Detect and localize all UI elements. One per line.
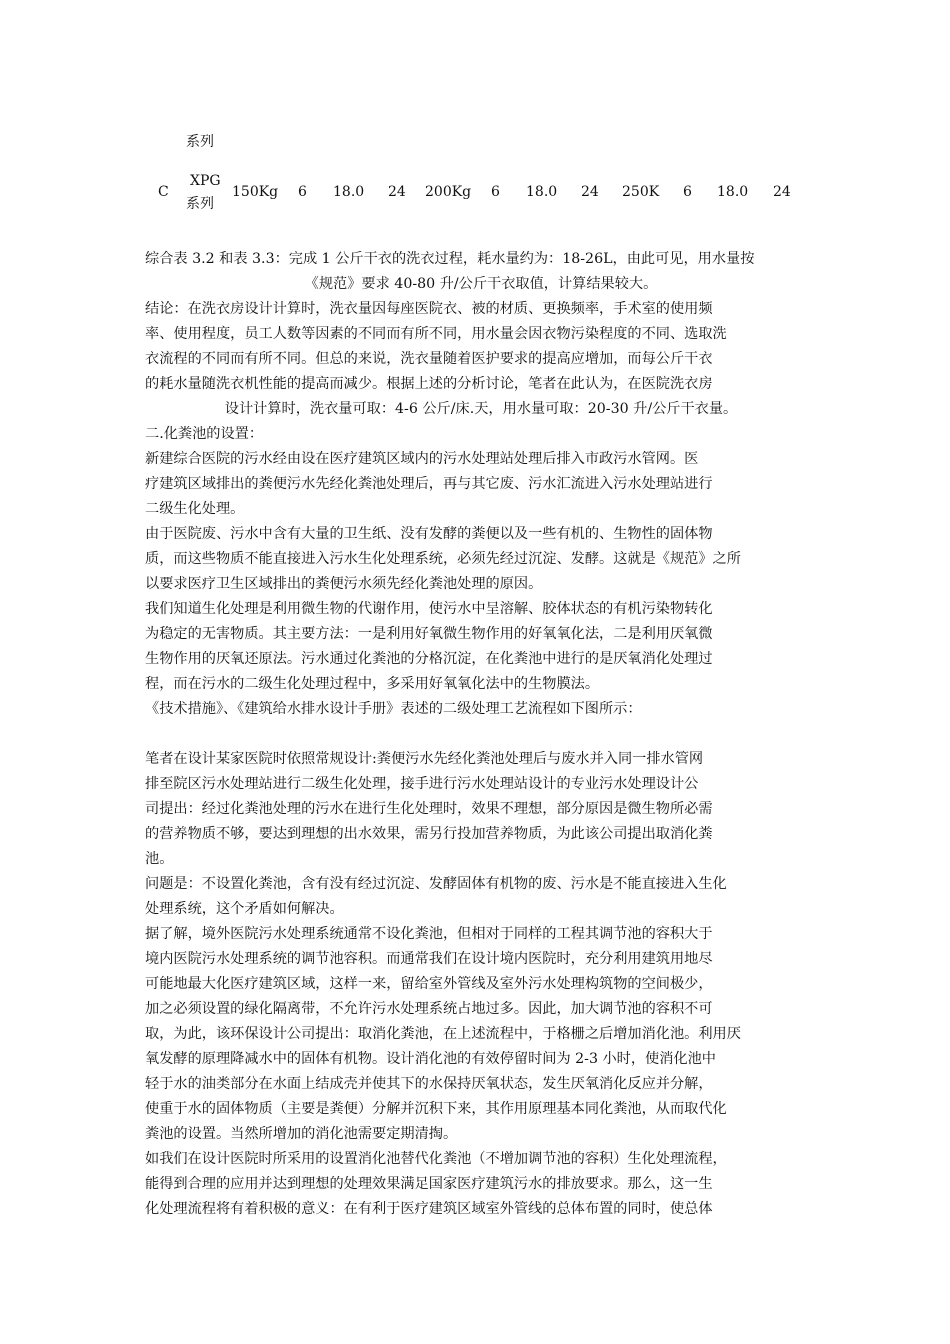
table-cell-series: 系列 <box>186 196 214 212</box>
text-line: 质，而这些物质不能直接进入污水生化处理系统，必须先经过沉淀、发酵。这就是《规范》之所 <box>145 551 741 567</box>
text-line: 新建综合医院的污水经由设在医疗建筑区域内的污水处理站处理后排入市政污水管网。医 <box>145 451 699 467</box>
text-line: 由于医院废、污水中含有大量的卫生纸、没有发酵的粪便以及一些有机的、生物性的固体物 <box>145 526 713 542</box>
text-line: 处理系统，这个矛盾如何解决。 <box>145 901 344 917</box>
paragraph-design <box>145 747 817 872</box>
table-cell-series-tail: 系列 <box>186 134 214 150</box>
text-line: 化处理流程将有着积极的意义：在有利于医疗建筑区域室外管线的总体布置的同时，使总体 <box>145 1201 713 1217</box>
text-line: 设计计算时，洗衣量可取：4-6 公斤/床.天，用水量可取：20-30 升/公斤干衣量。 <box>224 401 738 417</box>
table-cell-capacity-1: 150Kg <box>232 184 279 200</box>
text-line: 为稳定的无害物质。其主要方法：一是利用好氧微生物作用的好氧氧化法，二是利用厌氧微 <box>145 626 713 642</box>
text-line: 能得到合理的应用并达到理想的处理效果满足国家医疗建筑污水的排放要求。那么，这一生 <box>145 1176 713 1192</box>
table-cell-capacity-2: 200Kg <box>425 184 472 200</box>
text-line: 生物作用的厌氧还原法。污水通过化粪池的分格沉淀，在化粪池中进行的是厌氧消化处理过 <box>145 651 713 667</box>
text-line: 轻于水的油类部分在水面上结成壳并使其下的水保持厌氧状态，发生厌氧消化反应并分解， <box>145 1076 713 1092</box>
paragraph-final <box>145 1147 817 1222</box>
text-line: 程，而在污水的二级生化处理过程中，多采用好氧氧化法中的生物膜法。 <box>145 676 600 692</box>
text-line: 加之必须设置的绿化隔离带，不允许污水处理系统占地过多。因此，加大调节池的容积不可 <box>145 1001 713 1017</box>
text-line: 二级生化处理。 <box>145 501 245 517</box>
text-line: 可能地最大化医疗建筑区域，这样一来，留给室外管线及室外污水处理构筑物的空间极少， <box>145 976 713 992</box>
text-line: 境内医院污水处理系统的调节池容积。而通常我们在设计境内医院时，充分利用建筑用地尽 <box>145 951 713 967</box>
table-cell-time-2: 18.0 <box>526 184 558 200</box>
table-cell-count-2: 6 <box>491 184 500 200</box>
heading-text: 二.化粪池的设置： <box>145 426 264 442</box>
table-cell-capacity-3: 250K <box>622 184 660 200</box>
paragraph-question <box>145 872 817 922</box>
paragraph-biochem <box>145 597 817 697</box>
text-line: 我们知道生化处理是利用微生物的代谢作用，使污水中呈溶解、胶体状态的有机污染物转化 <box>145 601 713 617</box>
table-cell-row-label: C <box>158 184 169 200</box>
text-line: 《规范》要求 40-80 升/公斤干衣取值，计算结果较大。 <box>304 276 658 292</box>
summary-paragraph <box>145 247 817 297</box>
text-line: 氧发酵的原理降减水中的固体有机物。设计消化池的有效停留时间为 2-3 小时，使消化池中 <box>145 1051 716 1067</box>
paragraph-reason <box>145 522 817 597</box>
table-cell-water-2: 24 <box>581 184 599 200</box>
table-cell-water-1: 24 <box>388 184 406 200</box>
text-line: 据了解，境外医院污水处理系统通常不设化粪池，但相对于同样的工程其调节池的容积大于 <box>145 926 713 942</box>
paragraph-abroad <box>145 922 817 1147</box>
text-line: 取，为此，该环保设计公司提出：取消化粪池，在上述流程中，于格栅之后增加消化池。利用厌 <box>145 1026 741 1042</box>
text-line: 的耗水量随洗衣机性能的提高而减少。根据上述的分析讨论，笔者在此认为，在医院洗衣房 <box>145 376 713 392</box>
table-cell-water-3: 24 <box>773 184 791 200</box>
text-line: 如我们在设计医院时所采用的设置消化池替代化粪池（不增加调节池的容积）生化处理流程， <box>145 1151 727 1167</box>
text-line: 使重于水的固体物质（主要是粪便）分解并沉积下来，其作用原理基本同化粪池，从而取代化 <box>145 1101 727 1117</box>
text-line: 池。 <box>145 851 174 867</box>
table-cell-time-1: 18.0 <box>333 184 365 200</box>
table-cell-count-1: 6 <box>298 184 307 200</box>
text-line: 《技术措施》、《建筑给水排水设计手册》表述的二级处理工艺流程如下图所示： <box>145 701 642 717</box>
text-line: 率、使用程度，员工人数等因素的不同而有所不同，用水量会因衣物污染程度的不同、选取洗 <box>145 326 727 342</box>
table-cell-count-3: 6 <box>683 184 692 200</box>
text-line: 衣流程的不同而有所不同。但总的来说，洗衣量随着医护要求的提高应增加，而每公斤干衣 <box>145 351 713 367</box>
text-line: 以要求医疗卫生区域排出的粪便污水须先经化粪池处理的原因。 <box>145 576 543 592</box>
paragraph-new-hospital <box>145 447 817 522</box>
section-heading <box>145 422 817 447</box>
text-line: 综合表 3.2 和表 3.3：完成 1 公斤干衣的洗衣过程，耗水量约为：18-26L，由此可见，用水量按 <box>145 251 755 267</box>
text-line: 疗建筑区域排出的粪便污水先经化粪池处理后，再与其它废、污水汇流进入污水处理站进行 <box>145 476 713 492</box>
text-line: 粪池的设置。当然所增加的消化池需要定期清掏。 <box>145 1126 458 1142</box>
text-line: 问题是：不设置化粪池，含有没有经过沉淀、发酵固体有机物的废、污水是不能直接进入生化 <box>145 876 727 892</box>
table-cell-model: XPG <box>190 173 221 189</box>
text-line: 排至院区污水处理站进行二级生化处理，接手进行污水处理站设计的专业污水处理设计公 <box>145 776 699 792</box>
text-line: 结论：在洗衣房设计计算时，洗衣量因每座医院衣、被的材质、更换频率，手术室的使用频 <box>145 301 713 317</box>
text-line: 笔者在设计某家医院时依照常规设计:粪便污水先经化粪池处理后与废水并入同一排水管网 <box>145 751 704 767</box>
text-line: 的营养物质不够，要达到理想的出水效果，需另行投加营养物质，为此该公司提出取消化粪 <box>145 826 713 842</box>
table-cell-time-3: 18.0 <box>717 184 749 200</box>
conclusion-paragraph <box>145 297 817 422</box>
paragraph-process <box>145 697 817 722</box>
text-line: 司提出：经过化粪池处理的污水在进行生化处理时，效果不理想，部分原因是微生物所必需 <box>145 801 713 817</box>
